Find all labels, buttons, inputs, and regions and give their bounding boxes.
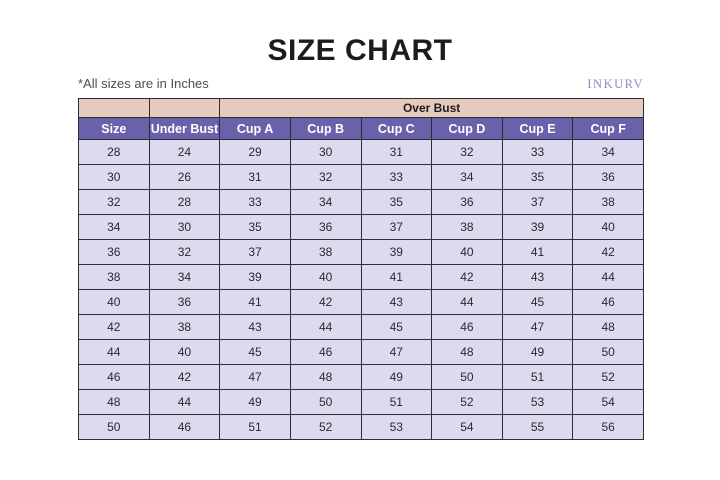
table-row bbox=[79, 140, 644, 165]
table-cell: 39 bbox=[220, 265, 291, 290]
table-cell: 30 bbox=[79, 165, 150, 190]
table-cell: 32 bbox=[79, 190, 150, 215]
table-cell: 33 bbox=[361, 165, 432, 190]
table-cell: 43 bbox=[502, 265, 573, 290]
table-cell: 52 bbox=[290, 415, 361, 440]
table-cell: 46 bbox=[432, 315, 503, 340]
table-cell: 51 bbox=[502, 365, 573, 390]
size-table-body bbox=[79, 140, 644, 440]
table-cell: 45 bbox=[361, 315, 432, 340]
table-cell: 53 bbox=[502, 390, 573, 415]
size-chart-table bbox=[78, 98, 644, 440]
page-title: SIZE CHART bbox=[267, 34, 453, 67]
column-header: Under Bust bbox=[149, 118, 220, 140]
table-cell: 48 bbox=[290, 365, 361, 390]
column-header-row bbox=[79, 118, 644, 140]
table-cell: 40 bbox=[290, 265, 361, 290]
table-cell: 48 bbox=[432, 340, 503, 365]
table-cell: 46 bbox=[149, 415, 220, 440]
table-cell: 36 bbox=[290, 215, 361, 240]
table-row bbox=[79, 340, 644, 365]
table-cell: 31 bbox=[361, 140, 432, 165]
table-cell: 35 bbox=[502, 165, 573, 190]
table-cell: 46 bbox=[573, 290, 644, 315]
table-cell: 43 bbox=[220, 315, 291, 340]
over-bust-group-row bbox=[79, 99, 644, 118]
table-cell: 37 bbox=[361, 215, 432, 240]
table-cell: 50 bbox=[432, 365, 503, 390]
table-row bbox=[79, 215, 644, 240]
table-cell: 45 bbox=[220, 340, 291, 365]
table-cell: 49 bbox=[502, 340, 573, 365]
table-cell: 38 bbox=[573, 190, 644, 215]
table-row bbox=[79, 240, 644, 265]
table-row bbox=[79, 265, 644, 290]
table-row bbox=[79, 365, 644, 390]
table-cell: 55 bbox=[502, 415, 573, 440]
table-cell: 48 bbox=[573, 315, 644, 340]
table-cell: 35 bbox=[361, 190, 432, 215]
column-header: Cup A bbox=[220, 118, 291, 140]
table-cell: 54 bbox=[432, 415, 503, 440]
table-cell: 34 bbox=[79, 215, 150, 240]
table-cell: 47 bbox=[220, 365, 291, 390]
table-cell: 36 bbox=[573, 165, 644, 190]
table-row bbox=[79, 390, 644, 415]
brand-logo: INKURV bbox=[587, 77, 644, 91]
table-cell: 38 bbox=[432, 215, 503, 240]
table-cell: 52 bbox=[432, 390, 503, 415]
table-cell: 34 bbox=[573, 140, 644, 165]
column-header: Cup E bbox=[502, 118, 573, 140]
table-cell: 42 bbox=[79, 315, 150, 340]
table-cell: 34 bbox=[149, 265, 220, 290]
table-row bbox=[79, 165, 644, 190]
table-cell: 44 bbox=[79, 340, 150, 365]
table-cell: 24 bbox=[149, 140, 220, 165]
table-cell: 28 bbox=[79, 140, 150, 165]
column-header: Size bbox=[79, 118, 150, 140]
table-row bbox=[79, 315, 644, 340]
table-cell: 54 bbox=[573, 390, 644, 415]
table-cell: 56 bbox=[573, 415, 644, 440]
table-cell: 38 bbox=[79, 265, 150, 290]
size-chart-head bbox=[79, 99, 644, 140]
table-cell: 49 bbox=[361, 365, 432, 390]
table-cell: 50 bbox=[573, 340, 644, 365]
table-cell: 48 bbox=[79, 390, 150, 415]
table-cell: 40 bbox=[79, 290, 150, 315]
table-cell: 47 bbox=[502, 315, 573, 340]
table-cell: 44 bbox=[290, 315, 361, 340]
column-header: Cup C bbox=[361, 118, 432, 140]
table-cell: 44 bbox=[149, 390, 220, 415]
table-cell: 52 bbox=[573, 365, 644, 390]
table-cell: 33 bbox=[220, 190, 291, 215]
table-row bbox=[79, 415, 644, 440]
blank-cell bbox=[79, 99, 150, 118]
table-cell: 38 bbox=[290, 240, 361, 265]
table-cell: 32 bbox=[432, 140, 503, 165]
table-cell: 42 bbox=[432, 265, 503, 290]
table-cell: 42 bbox=[573, 240, 644, 265]
table-cell: 36 bbox=[432, 190, 503, 215]
table-cell: 45 bbox=[502, 290, 573, 315]
table-cell: 28 bbox=[149, 190, 220, 215]
table-cell: 30 bbox=[149, 215, 220, 240]
table-cell: 42 bbox=[290, 290, 361, 315]
table-cell: 51 bbox=[361, 390, 432, 415]
column-header: Cup F bbox=[573, 118, 644, 140]
table-cell: 30 bbox=[290, 140, 361, 165]
units-note: *All sizes are in Inches bbox=[78, 76, 209, 91]
table-cell: 36 bbox=[149, 290, 220, 315]
table-cell: 50 bbox=[290, 390, 361, 415]
over-bust-group-header: Over Bust bbox=[220, 99, 644, 118]
table-cell: 32 bbox=[149, 240, 220, 265]
table-cell: 49 bbox=[220, 390, 291, 415]
table-cell: 32 bbox=[290, 165, 361, 190]
table-cell: 37 bbox=[502, 190, 573, 215]
table-cell: 44 bbox=[432, 290, 503, 315]
table-cell: 43 bbox=[361, 290, 432, 315]
table-cell: 26 bbox=[149, 165, 220, 190]
table-cell: 40 bbox=[573, 215, 644, 240]
table-cell: 41 bbox=[502, 240, 573, 265]
blank-cell bbox=[149, 99, 220, 118]
table-cell: 38 bbox=[149, 315, 220, 340]
table-cell: 42 bbox=[149, 365, 220, 390]
table-cell: 41 bbox=[361, 265, 432, 290]
table-cell: 40 bbox=[432, 240, 503, 265]
table-cell: 41 bbox=[220, 290, 291, 315]
table-cell: 34 bbox=[432, 165, 503, 190]
table-cell: 47 bbox=[361, 340, 432, 365]
table-cell: 35 bbox=[220, 215, 291, 240]
table-row bbox=[79, 290, 644, 315]
table-cell: 46 bbox=[79, 365, 150, 390]
table-cell: 29 bbox=[220, 140, 291, 165]
table-cell: 37 bbox=[220, 240, 291, 265]
table-cell: 53 bbox=[361, 415, 432, 440]
table-cell: 39 bbox=[502, 215, 573, 240]
table-cell: 50 bbox=[79, 415, 150, 440]
column-header: Cup B bbox=[290, 118, 361, 140]
table-cell: 36 bbox=[79, 240, 150, 265]
subtitle-row bbox=[78, 76, 644, 92]
table-cell: 51 bbox=[220, 415, 291, 440]
table-row bbox=[79, 190, 644, 215]
table-cell: 34 bbox=[290, 190, 361, 215]
table-cell: 40 bbox=[149, 340, 220, 365]
table-cell: 44 bbox=[573, 265, 644, 290]
table-cell: 46 bbox=[290, 340, 361, 365]
column-header: Cup D bbox=[432, 118, 503, 140]
table-cell: 31 bbox=[220, 165, 291, 190]
table-cell: 33 bbox=[502, 140, 573, 165]
table-cell: 39 bbox=[361, 240, 432, 265]
